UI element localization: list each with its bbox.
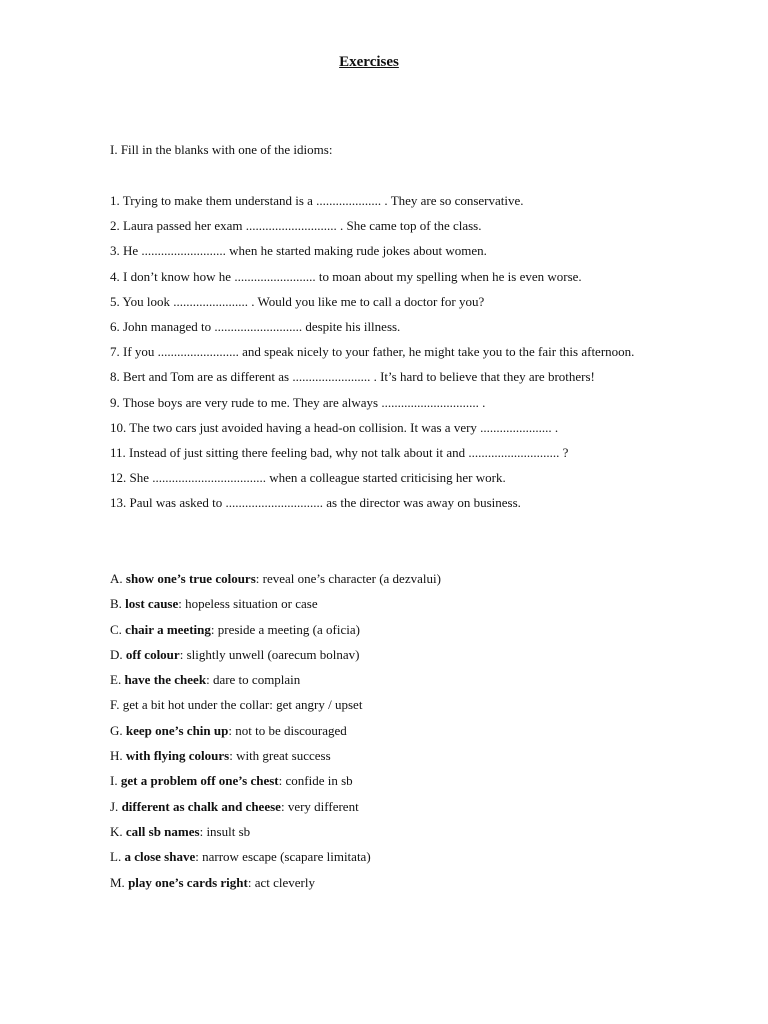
idiom-phrase: chair a meeting — [125, 621, 211, 637]
idiom-separator: : — [228, 722, 232, 738]
idiom-meaning: hopeless situation or case — [181, 596, 318, 612]
idiom-letter: C. — [110, 621, 122, 637]
idiom-letter: M. — [110, 874, 125, 890]
idiom-phrase: play one’s cards right — [128, 874, 248, 890]
idiom-phrase: call sb names — [125, 823, 200, 839]
idiom-letter: E. — [110, 672, 122, 688]
idiom-meaning: narrow escape (scapare limitata) — [198, 849, 371, 865]
idiom-letter: H. — [110, 748, 123, 764]
sentence-item: 10. The two cars just avoided having a head-on collision. It was a very ...................... . — [110, 419, 559, 435]
idiom-meaning: confide in sb — [282, 773, 353, 789]
idiom-item — [110, 721, 750, 746]
idiom-item — [110, 695, 750, 720]
idiom-separator: : — [178, 596, 182, 612]
idiom-letter: I. — [110, 773, 118, 789]
sentence-item: 8. Bert and Tom are as different as ........................ . It’s hard to believe that they are brothers! — [110, 369, 595, 385]
sentence-item: 3. He .......................... when he started making rude jokes about women. — [110, 243, 487, 259]
idiom-separator: : — [229, 748, 233, 764]
idiom-phrase: off colour — [125, 646, 180, 662]
idiom-phrase: get a problem off one’s chest — [120, 773, 279, 789]
idiom-item — [110, 569, 750, 594]
idiom-meaning: dare to complain — [209, 672, 301, 688]
idiom-separator: : — [280, 798, 285, 814]
idiom-meaning: very different — [284, 798, 359, 814]
idiom-item — [110, 771, 750, 796]
idiom-meaning: insult sb — [203, 823, 251, 839]
idiom-item — [110, 645, 750, 670]
idiom-meaning: preside a meeting (a oficia) — [214, 621, 360, 637]
idiom-meaning: slightly unwell (oarecum bolnav) — [183, 646, 360, 662]
sentence-list — [110, 191, 750, 518]
sentence-item: 4. I don’t know how he ......................... to moan about my spelling when he is even worse. — [110, 268, 582, 284]
idiom-meaning: act cleverly — [251, 874, 315, 890]
idiom-phrase: lost cause — [125, 596, 179, 612]
idiom-item — [110, 746, 750, 771]
idiom-list — [110, 569, 750, 898]
idiom-phrase: keep one’s chin up — [125, 722, 229, 738]
idiom-phrase: with flying colours — [125, 748, 230, 764]
idiom-phrase: different as chalk and cheese — [121, 798, 281, 814]
idiom-letter: B. — [110, 596, 122, 612]
idiom-letter: D. — [110, 646, 123, 662]
idiom-phrase: a close shave — [124, 849, 196, 865]
idiom-separator: : — [206, 672, 210, 688]
exercise-instruction: I. Fill in the blanks with one of the idioms: — [110, 142, 333, 157]
sentence-item: 5. You look ....................... . Would you like me to call a doctor for you? — [110, 293, 485, 309]
idiom-letter: L. — [110, 849, 122, 865]
sentence-item: 7. If you ......................... and speak nicely to your father, he might take you to the fair this afternoon. — [110, 344, 635, 360]
idiom-letter: J. — [110, 798, 119, 814]
idiom-separator: : — [247, 874, 252, 890]
sentence-item: 1. Trying to make them understand is a .................... . They are so conservative. — [110, 193, 524, 208]
idiom-item — [110, 797, 750, 822]
idiom-item — [110, 847, 750, 872]
idiom-letter: A. — [110, 571, 123, 586]
idiom-separator: : — [195, 849, 199, 865]
idiom-separator: : — [210, 621, 215, 637]
idiom-item — [110, 594, 750, 619]
idiom-item — [110, 620, 750, 645]
idiom-separator: : — [255, 571, 260, 586]
page-title: Exercises — [339, 54, 399, 70]
sentence-item: 13. Paul was asked to .............................. as the director was away on business. — [110, 495, 521, 511]
idiom-meaning: with great success — [232, 748, 331, 764]
sentence-item: 9. Those boys are very rude to me. They are always .............................. . — [110, 394, 486, 410]
idiom-item — [110, 670, 750, 695]
idiom-separator: : — [269, 697, 273, 713]
sentence-item: 2. Laura passed her exam ............................ . She came top of the class. — [110, 218, 482, 234]
idiom-phrase: have the cheek — [124, 672, 207, 688]
sentence-item: 11. Instead of just sitting there feeling bad, why not talk about it and ............................ ? — [110, 444, 569, 460]
idiom-meaning: reveal one’s character (a dezvalui) — [259, 571, 441, 586]
idiom-item — [110, 873, 750, 898]
idiom-phrase: show one’s true colours — [125, 571, 256, 586]
idiom-phrase: get a bit hot under the collar — [122, 697, 270, 713]
idiom-separator: : — [199, 823, 204, 839]
idiom-letter: K. — [110, 823, 123, 839]
idiom-item — [110, 822, 750, 847]
sentence-item: 6. John managed to ........................... despite his illness. — [110, 318, 401, 334]
sentence-item: 12. She ................................... when a colleague started criticising her work. — [110, 470, 506, 486]
idiom-separator: : — [179, 646, 184, 662]
idiom-meaning: not to be discouraged — [231, 722, 347, 738]
idiom-separator: : — [278, 773, 283, 789]
idiom-letter: G. — [110, 722, 123, 738]
idiom-letter: F. — [110, 697, 120, 713]
idiom-meaning: get angry / upset — [272, 697, 363, 713]
